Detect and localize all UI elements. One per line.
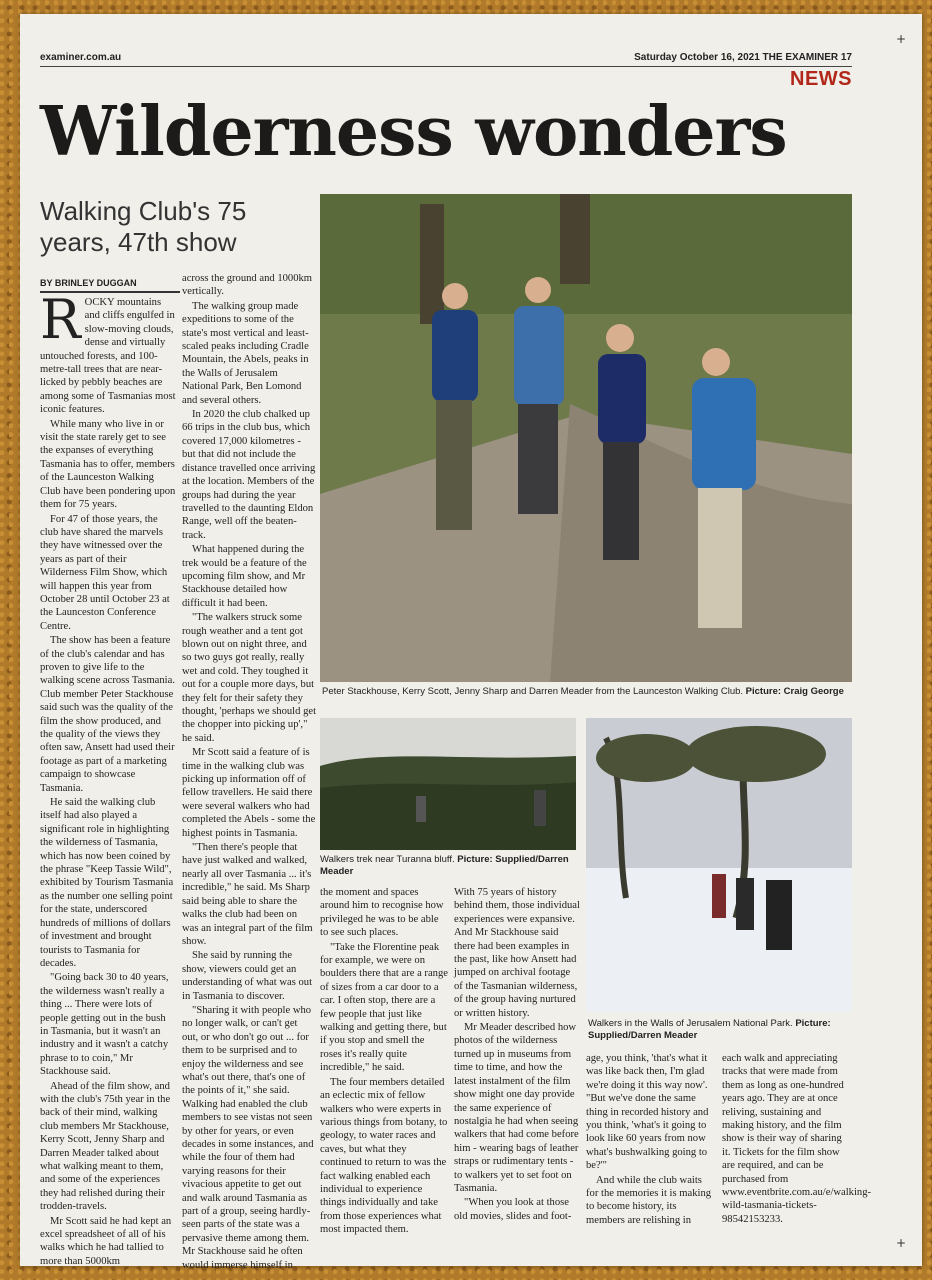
paragraph: While many who live in or visit the state rarely get to see the expanses of everything Tasmania has to offer, members of the Launceston Walking Club have been pondering upon them for 75 years.	[40, 418, 176, 511]
walkers-group-image	[320, 194, 852, 682]
article-column-4	[454, 886, 580, 1248]
paragraph: "Going back 30 to 40 years, the wilderness wasn't really a thing ... There were lots of people getting out in the bush in Tasmania, but it wasn't an industry and it wasn't a catchy phrase to to coin," Mr Stackhouse said.	[40, 972, 169, 1078]
article-column-1	[40, 288, 176, 1267]
main-photo-caption: Peter Stackhouse, Kerry Scott, Jenny Sharp and Darren Meader from the Launceston Walking Club. Picture: Craig George	[322, 686, 844, 697]
paragraph: For 47 of those years, the club have shared the marvels they have witnessed over the years as part of their Wilderness Film Show, which will happen this year from October 28 until October 23 at the Launceston Conference Centre.	[40, 513, 170, 632]
paragraph: "When you look at those old movies, slides and foot-	[454, 1197, 572, 1222]
paragraph: across the ground and 1000km vertically.	[182, 273, 313, 298]
site-url: examiner.com.au	[40, 52, 122, 63]
paragraph: "Sharing it with people who no longer walk, or can't get out, or who don't go out ... for them to be surprised and to enjoy the wilderness and see what's out there, that's one of the points of it," she said. Walking had enabled the club members to see vistas not seen by other for years, or even decades in some instances, and while the four of them had varying reasons for their vivacious appetite to get out and walk around Tasmania as part of a group, seeing hardly-seen parts of the state was a pervasive theme among them. Mr Stackhouse said he often would immerse himself in	[182, 1004, 314, 1271]
paragraph: each walk and appreciating tracks that were made from them as long as one-hundred years ago. They are at once reliving, sustaining and making history, and the film show is their way of sharing it. Tickets for the film show are required, and can be purchased from www.eventbrite.com.au/e/walking-wild-tasmania-tickets-98542153233.	[722, 1053, 872, 1225]
paragraph: age, you think, 'that's what it was like back then, I'm glad we're doing it this way now'. "But we've done the same thing in recorded history and you think, 'what's it going to look like 60 years from now what's bushwalking going to be?'"	[586, 1053, 709, 1172]
paragraph: "Take the Florentine peak for example, we were on boulders there that are a range of sizes from a car door to a car. I often stop, there are a few people that just like walking and getting there, but if you stop and smell the roses it's really quite incredible," he said.	[320, 941, 448, 1074]
masthead-rule	[40, 66, 852, 67]
paragraph: Mr Scott said a feature of is time in the walking club was picking up information off of fellow travellers. He said there were several walkers who had completed the Abels - some the highest points in Tasmania.	[182, 747, 316, 839]
paragraph: The four members detailed an eclectic mix of fellow walkers who were experts in various things from botany, to geology, to water races and caves, but what they continued to return to was the fact walking enabled each individual to experience things individually and take from those experiences what most impacted them.	[320, 1076, 448, 1236]
paragraph: "The walkers struck some rough weather and a tent got blown out on night three, and so two guys got really, really wet and cold. They toughed it out for a couple more days, but they felt for their safety they thought, 'perhaps we should get the chopper into picking up'," he said.	[182, 612, 317, 744]
paragraph: In 2020 the club chalked up 66 trips in the club bus, which covered 17,000 kilometres - but that did not include the distance travelled once arriving at the location. Members of the groups had during the year travelled to the daunting Eldon Range, well off the beaten-track.	[182, 409, 316, 541]
paragraph: What happened during the trek would be a feature of the upcoming film show, and Mr Stackhouse detailed how difficult it had been.	[182, 544, 307, 609]
subheadline: Walking Club's 75 years, 47th show	[40, 196, 247, 257]
paragraph: And while the club waits for the memories it is making to become history, its members are relishing in	[586, 1174, 712, 1226]
article-column-5	[586, 1052, 714, 1248]
dateline: Saturday October 16, 2021 THE EXAMINER 17	[634, 52, 852, 63]
newspaper-page	[20, 14, 922, 1271]
snow-photo-caption: Walkers in the Walls of Jerusalem National Park. Picture: Supplied/Darren Meader	[588, 1018, 831, 1041]
photo-credit: Picture: Supplied/Darren Meader	[588, 1018, 831, 1041]
photo-credit: Picture: Supplied/Darren Meader	[320, 854, 569, 877]
byline: BY BRINLEY DUGGAN	[40, 278, 137, 288]
paragraph: ROCKY mountains and cliffs engulfed in slow-moving clouds, dense and virtually untouched forests, and 100-metre-tall trees that are near-licked by pebbly beaches are among some of Tasmanias most iconic features.	[40, 288, 176, 416]
article-column-3	[320, 886, 448, 1248]
section-label: NEWS	[790, 68, 852, 90]
turanna-bluff-image	[320, 718, 576, 850]
trek-photo-caption: Walkers trek near Turanna bluff. Picture: Supplied/Darren Meader	[320, 854, 569, 877]
paragraph: Ahead of the film show, and with the club's 75th year in the back of their mind, walking club members Mr Stackhouse, Kerry Scott, Jenny Sharp and Darren Meader talked about what walking meant to them, and some of the experiences they had relished during their trodden-travels.	[40, 1080, 171, 1213]
registration-mark-icon: +	[895, 1236, 906, 1250]
walls-of-jerusalem-image	[586, 718, 852, 1012]
trek-photo	[320, 718, 576, 850]
snow-photo	[586, 718, 852, 1012]
drop-cap: R	[40, 288, 81, 351]
registration-mark-icon: +	[895, 32, 906, 46]
article-column-2	[182, 272, 317, 1271]
paragraph: The show has been a feature of the club's calendar and has proven to give life to the walking scene across Tasmania. Club member Peter Stackhouse said such was the quality of the film the show produced, and the quality of the views they often saw, Ansett had used their footage as part of a marketing campaign to showcase Tasmania.	[40, 635, 175, 794]
paragraph: Mr Scott said he had kept an excel spreadsheet of all of his walks which he had tallied to more than 5000km	[40, 1215, 172, 1267]
article-column-6	[722, 1052, 872, 1248]
paragraph: Mr Meader described how photos of the wilderness turned up in museums from time to time, and how the latest instalment of the film show might one day provide the same experience of nostalgia he had when seeing walkers that had come before him - wearing bags of leather straps or rudimentary tents - to walkers yet to set foot on Tasmania.	[454, 1022, 579, 1194]
paragraph: "Then there's people that have just walked and walked, nearly all over Tasmania ... it's incredible," he said. Ms Sharp said being able to share the walks the club had been on was an integral part of the film show.	[182, 842, 313, 947]
main-photo-walkers	[320, 194, 852, 682]
paragraph: the moment and spaces around him to recognise how privileged he was to be able to see such places.	[320, 887, 444, 939]
paragraph: He said the walking club itself had also played a significant role in highlighting the wilderness of Tasmania, which has now been coined by the phrase "Keep Tassie Wild", exhibited by Tourism Tasmania as the number one selling point for the state, underscored hundreds of millions of dollars of investment and brought tourists to Tasmania for decades.	[40, 797, 174, 969]
paragraph: With 75 years of history behind them, those individual experiences were expansive. And Mr Stackhouse said there had been examples in the past, like how Ansett had jumped on archival footage of the Tasmanian wilderness, of the group having nurtured or written history.	[454, 887, 580, 1019]
photo-credit: Picture: Craig George	[745, 686, 844, 697]
paragraph: The walking group made expeditions to some of the state's most vertical and least-scaled peaks including Cradle Mountain, the Abels, peaks in the Walls of Jerusalem National Park, Ben Lomond and several others.	[182, 300, 309, 406]
paragraph: She said by running the show, viewers could get an understanding of what was out in Tasmania to discover.	[182, 950, 313, 1002]
headline: Wilderness wonders	[40, 92, 787, 172]
